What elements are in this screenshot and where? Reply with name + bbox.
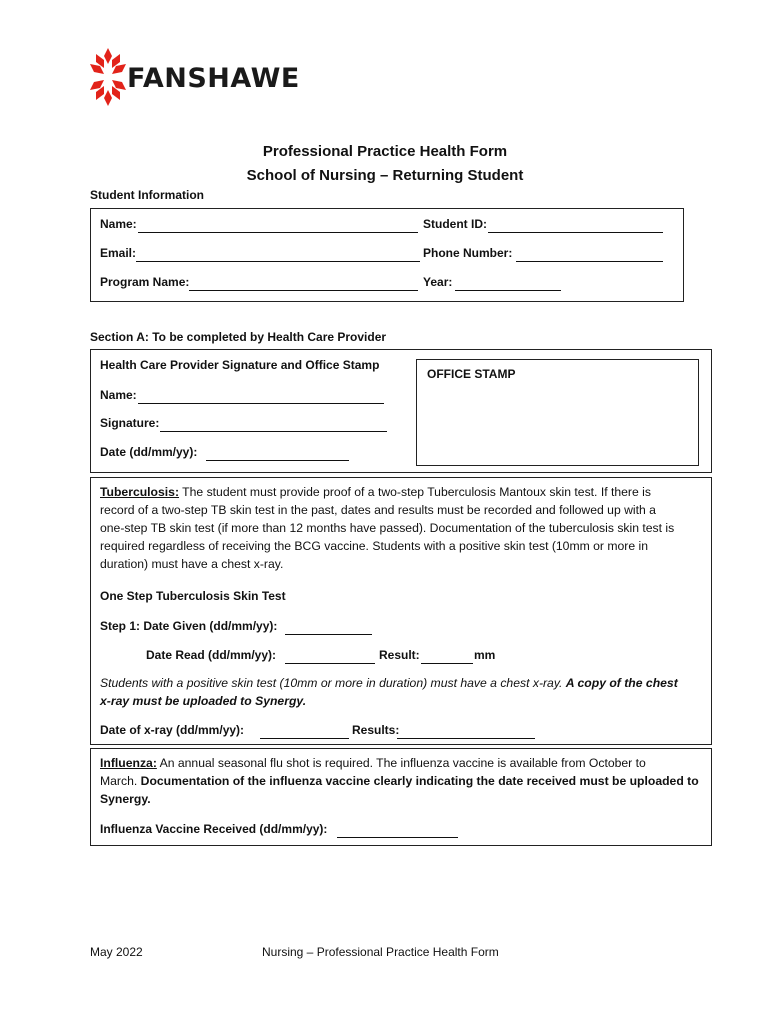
email-label: Email: [100, 246, 137, 260]
provider-date-field[interactable] [206, 460, 349, 461]
influenza-received-label: Influenza Vaccine Received (dd/mm/yy): [100, 822, 328, 836]
tb-line-5: duration) must have a chest x-ray. [100, 557, 284, 571]
footer-title: Nursing – Professional Practice Health Form [262, 945, 499, 959]
date-read-label: Date Read (dd/mm/yy): [146, 648, 277, 662]
provider-name-label: Name: [100, 388, 137, 402]
influenza-received-field[interactable] [337, 837, 458, 838]
tb-note-bold-1: A copy of the chest [565, 676, 678, 690]
tb-note [100, 674, 705, 710]
program-label: Program Name: [100, 275, 190, 289]
office-stamp-label: OFFICE STAMP [427, 367, 516, 381]
tb-line-3: one-step TB skin test (if more than 12 months have passed). Documentation of the tuberculosis skin test is [100, 521, 675, 535]
influenza-title: Influenza: [100, 756, 157, 770]
form-subtitle: School of Nursing – Returning Student [246, 167, 524, 184]
fanshawe-star-logo-icon [88, 46, 128, 108]
email-field[interactable] [136, 261, 420, 262]
program-field[interactable] [189, 290, 418, 291]
tb-title: Tuberculosis: [100, 485, 180, 499]
result-unit: mm [474, 648, 496, 662]
student-info-heading: Student Information [90, 188, 204, 202]
influenza-paragraph [100, 754, 705, 808]
year-label: Year: [423, 275, 453, 289]
influenza-line-2-bold: Documentation of the influenza vaccine clearly indicating the date received must be uploaded to [140, 774, 699, 788]
tb-note-bold-2: x-ray must be uploaded to Synergy. [100, 694, 307, 708]
form-title: Professional Practice Health Form [262, 143, 508, 160]
xray-results-label: Results: [352, 723, 400, 737]
tb-note-italic: Students with a positive skin test (10mm or more in duration) must have a chest x-ray. [100, 676, 566, 690]
xray-results-field[interactable] [397, 738, 535, 739]
provider-heading: Health Care Provider Signature and Office Stamp [100, 358, 380, 372]
student-id-label: Student ID: [423, 217, 487, 231]
tb-line-1: The student must provide proof of a two-step Tuberculosis Mantoux skin test. If there is [179, 485, 651, 499]
signature-label: Signature: [100, 416, 160, 430]
tb-line-2: record of a two-step TB skin test in the past, dates and results must be recorded and followed up with a [100, 503, 656, 517]
student-id-field[interactable] [488, 232, 663, 233]
year-field[interactable] [455, 290, 561, 291]
xray-date-label: Date of x-ray (dd/mm/yy): [100, 723, 245, 737]
provider-name-field[interactable] [138, 403, 384, 404]
student-name-label: Name: [100, 217, 137, 231]
tb-line-4: required regardless of receiving the BCG vaccine. Students with a positive skin test (10mm or more in [100, 539, 649, 553]
xray-date-field[interactable] [260, 738, 349, 739]
tb-paragraph [100, 483, 700, 573]
signature-field[interactable] [160, 431, 387, 432]
result-field[interactable] [421, 663, 473, 664]
influenza-line-2-plain: March. [100, 774, 141, 788]
step1-label: Step 1: Date Given (dd/mm/yy): [100, 619, 278, 633]
student-name-field[interactable] [138, 232, 418, 233]
result-label: Result: [379, 648, 420, 662]
one-step-heading: One Step Tuberculosis Skin Test [100, 589, 286, 603]
phone-field[interactable] [516, 261, 663, 262]
brand-name: FANSHAWE [127, 63, 300, 94]
influenza-line-1: An annual seasonal flu shot is required. The influenza vaccine is available from October to [156, 756, 646, 770]
influenza-line-3: Synergy. [100, 792, 151, 806]
date-read-field[interactable] [285, 663, 375, 664]
step1-date-field[interactable] [285, 634, 372, 635]
footer-date: May 2022 [90, 945, 143, 959]
provider-date-label: Date (dd/mm/yy): [100, 445, 198, 459]
phone-label: Phone Number: [423, 246, 513, 260]
section-a-heading: Section A: To be completed by Health Care Provider [90, 330, 387, 344]
